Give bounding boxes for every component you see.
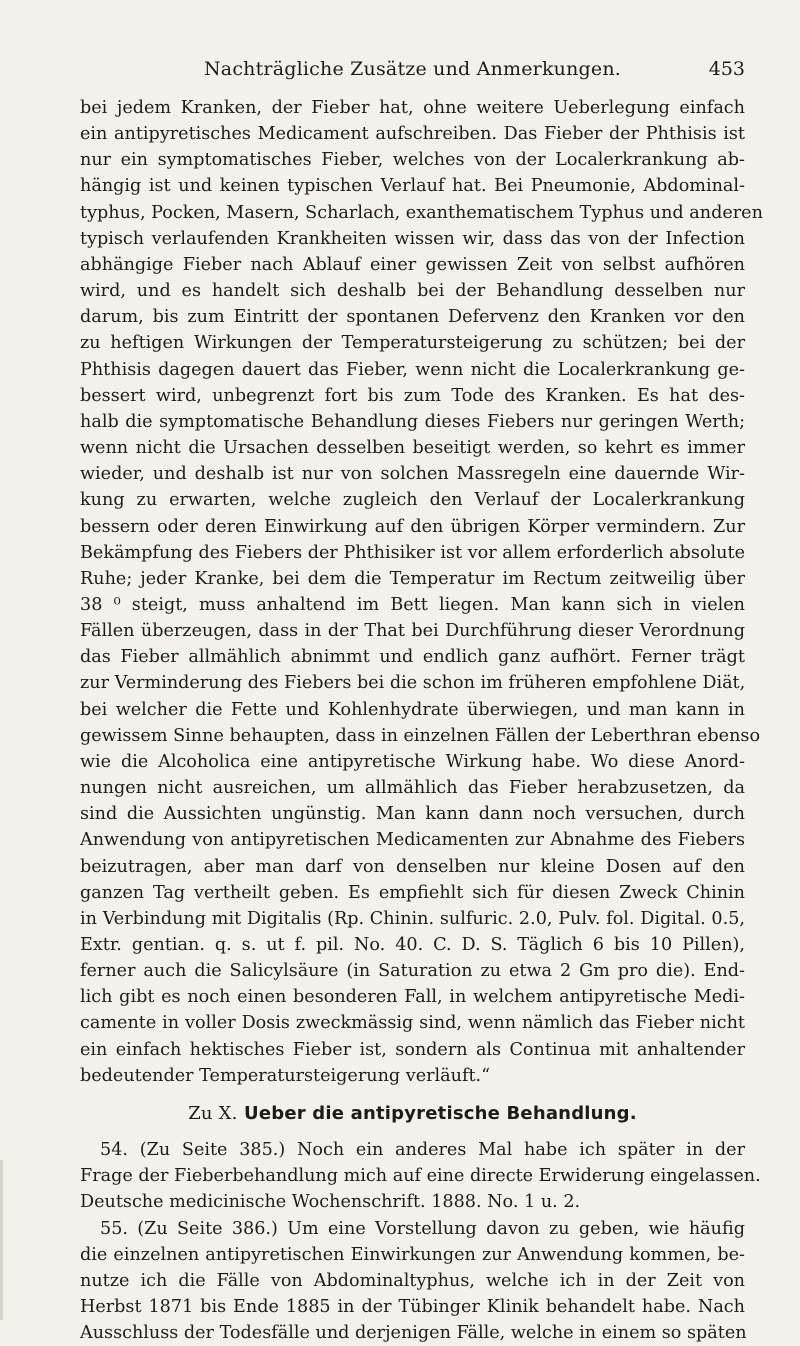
text-line: Ruhe; jeder Kranke, bei dem die Temperatur im Rectum zeitweilig über: [80, 568, 745, 589]
text-line: halb die symptomatische Behandlung dieses Fiebers nur geringen Werth;: [80, 411, 745, 432]
text-line: nungen nicht ausreichen, um allmählich das Fieber herabzusetzen, da: [80, 778, 745, 799]
text-line: ein einfach hektisches Fieber ist, sondern als Continua mit anhaltender: [80, 1039, 745, 1060]
text-line: abhängige Fieber nach Ablauf einer gewissen Zeit von selbst aufhören: [80, 254, 745, 275]
text-line: hängig ist und keinen typischen Verlauf hat. Bei Pneumonie, Abdominal-: [80, 176, 745, 197]
text-line: Extr. gentian. q. s. ut f. pil. No. 40. C. D. S. Täglich 6 bis 10 Pillen),: [80, 935, 745, 955]
text-line: zur Verminderung des Fiebers bei die schon im früheren empfohlene Diät,: [80, 673, 746, 694]
text-line: nutze ich die Fälle von Abdominaltyphus, welche ich in der Zeit von: [80, 1270, 745, 1291]
text-line: typisch verlaufenden Krankheiten wissen wir, dass das von der Infection: [80, 228, 745, 249]
text-line: 54. (Zu Seite 385.) Noch ein anderes Mal habe ich später in der: [100, 1140, 745, 1161]
text-line: die einzelnen antipyretischen Einwirkungen zur Anwendung kommen, be-: [80, 1244, 745, 1265]
page-header: [80, 58, 745, 88]
text-line: Phthisis dagegen dauert das Fieber, wenn nicht die Localerkrankung ge-: [80, 359, 745, 380]
text-line: ferner auch die Salicylsäure (in Saturation zu etwa 2 Gm pro die). End-: [80, 961, 745, 982]
text-line: bei welcher die Fette und Kohlenhydrate überwiegen, und man kann in: [80, 699, 745, 720]
text-line: bei jedem Kranken, der Fieber hat, ohne weitere Ueberlegung einfach: [80, 98, 745, 118]
text-line: ganzen Tag vertheilt geben. Es empfiehlt sich für diesen Zweck Chinin: [80, 882, 745, 903]
text-line: 38 ⁰ steigt, muss anhaltend im Bett liegen. Man kann sich in vielen: [80, 594, 745, 615]
text-line: Anwendung von antipyretischen Medicamenten zur Abnahme des Fiebers: [80, 830, 745, 851]
text-line: in Verbindung mit Digitalis (Rp. Chinin. sulfuric. 2.0, Pulv. fol. Digital. 0.5,: [80, 908, 745, 929]
text-line: zu heftigen Wirkungen der Temperatursteigerung zu schützen; bei der: [80, 333, 745, 354]
text-line: kung zu erwarten, welche zugleich den Verlauf der Localerkrankung: [80, 490, 745, 511]
text-line: Deutsche medicinische Wochenschrift. 1888. No. 1 u. 2.: [80, 1192, 581, 1213]
text-line: camente in voller Dosis zweckmässig sind, wenn nämlich das Fieber nicht: [80, 1013, 745, 1034]
text-line: wenn nicht die Ursachen desselben beseitigt werden, so kehrt es immer: [80, 438, 745, 459]
text-line: lich gibt es noch einen besonderen Fall, in welchem antipyretische Medi-: [80, 987, 745, 1008]
text-line: wieder, und deshalb ist nur von solchen Massregeln eine dauernde Wir-: [80, 464, 745, 485]
text-line: nur ein symptomatisches Fieber, welches von der Localerkrankung ab-: [80, 150, 745, 171]
text-line: Bekämpfung des Fiebers der Phthisiker ist vor allem erforderlich absolute: [80, 542, 745, 563]
paragraph-note-54: [80, 1137, 761, 1215]
page-number: 453: [708, 58, 745, 80]
body-text: [80, 95, 763, 1346]
text-line: gewissem Sinne behaupten, dass in einzelnen Fällen der Leberthran ebenso: [80, 725, 761, 746]
running-head: Nachträgliche Zusätze und Anmerkungen.: [203, 58, 622, 80]
text-line: sind die Aussichten ungünstig. Man kann dann noch versuchen, durch: [80, 804, 745, 825]
text-line: wie die Alcoholica eine antipyretische Wirkung habe. Wo diese Anord-: [80, 751, 745, 772]
text-line: Fällen überzeugen, dass in der That bei Durchführung dieser Verordnung: [80, 621, 745, 642]
text-line: ein antipyretisches Medicament aufschreiben. Das Fieber der Phthisis ist: [80, 124, 745, 145]
text-line: bedeutender Temperatursteigerung verläuft.“: [80, 1065, 491, 1086]
text-line: wird, und es handelt sich deshalb bei der Behandlung desselben nur: [80, 281, 745, 302]
text-line: Frage der Fieberbehandlung mich auf eine directe Erwiderung eingelassen.: [80, 1166, 761, 1187]
text-line: Ausschluss der Todesfälle und derjenigen Fälle, welche in einem so späten: [80, 1323, 747, 1344]
section-heading: [80, 1101, 745, 1127]
text-line: bessert wird, unbegrenzt fort bis zum Tode des Kranken. Es hat des-: [80, 385, 745, 406]
paragraph-fever-phthisis: [80, 95, 763, 1089]
text-line: das Fieber allmählich abnimmt und endlich ganz aufhört. Ferner trägt: [80, 647, 745, 668]
text-line: typhus, Pocken, Masern, Scharlach, exanthematischem Typhus und anderen: [80, 202, 763, 223]
page-edge-shadow: [0, 1160, 3, 1320]
paragraph-note-55: [80, 1216, 745, 1346]
section-heading-title: Ueber die antipyretische Behandlung.: [244, 1102, 637, 1124]
text-line: 55. (Zu Seite 386.) Um eine Vorstellung davon zu geben, wie häufig: [100, 1218, 745, 1239]
text-line: Herbst 1871 bis Ende 1885 in der Tübinger Klinik behandelt habe. Nach: [80, 1297, 745, 1318]
text-line: darum, bis zum Eintritt der spontanen Defervenz den Kranken vor den: [80, 307, 745, 328]
section-heading-prefix: Zu X.: [188, 1102, 238, 1124]
text-line: beizutragen, aber man darf von denselben nur kleine Dosen auf den: [80, 856, 745, 877]
text-line: bessern oder deren Einwirkung auf den übrigen Körper vermindern. Zur: [80, 516, 745, 537]
